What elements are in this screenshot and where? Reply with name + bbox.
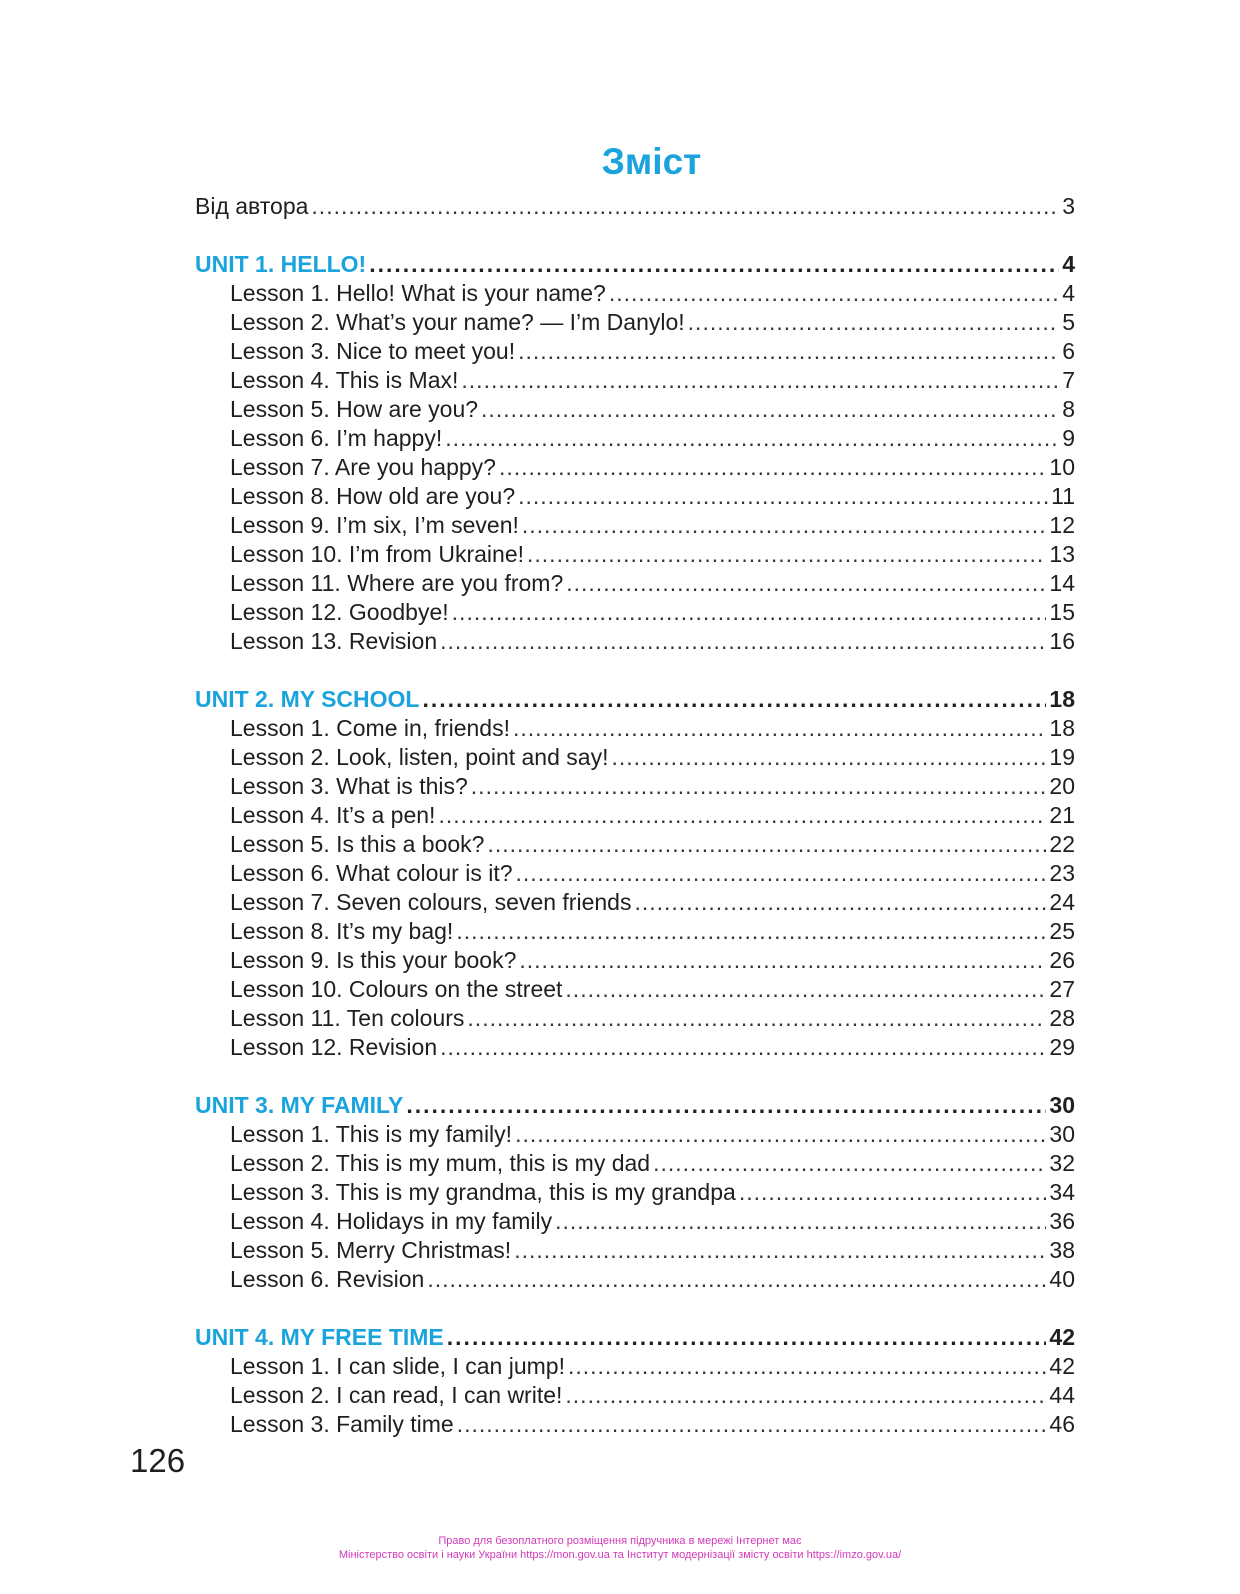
page-number: 126 xyxy=(130,1442,186,1479)
toc-entry-label: Lesson 1. Come in, friends! xyxy=(230,715,510,741)
toc-lesson-row[interactable] xyxy=(195,424,1075,453)
footer-line: Право для безоплатного розміщення підручника в мережі Інтернет має xyxy=(438,1535,802,1547)
toc-lesson-row[interactable] xyxy=(195,482,1075,511)
toc-page-number: 10 xyxy=(1049,454,1075,480)
toc-entry-label: Lesson 2. This is my mum, this is my dad xyxy=(230,1150,651,1176)
toc-entry-label: Lesson 3. This is my grandma, this is my grandpa xyxy=(230,1179,736,1205)
toc-entry-label: Lesson 6. What colour is it? xyxy=(230,860,513,886)
dot-leader xyxy=(471,772,1047,801)
toc-entry-label: Lesson 11. Ten colours xyxy=(230,1005,465,1031)
dot-leader xyxy=(311,192,1059,221)
toc-lesson-row[interactable] xyxy=(195,337,1075,366)
toc-page-number: 4 xyxy=(1062,251,1075,277)
toc-lesson-row[interactable] xyxy=(195,511,1075,540)
toc-page-number: 34 xyxy=(1049,1179,1075,1205)
dot-leader xyxy=(499,453,1046,482)
toc-entry-label: Lesson 5. Is this a book? xyxy=(230,831,485,857)
dot-leader xyxy=(452,598,1047,627)
toc-page-number: 20 xyxy=(1049,773,1075,799)
toc-lesson-row[interactable] xyxy=(195,366,1075,395)
toc-entry-label: Lesson 9. I’m six, I’m seven! xyxy=(230,512,519,538)
toc-entry-label: Lesson 5. How are you? xyxy=(230,396,479,422)
toc-page-number: 42 xyxy=(1049,1353,1075,1379)
dot-leader xyxy=(467,1004,1046,1033)
dot-leader xyxy=(688,308,1060,337)
toc-page-number: 42 xyxy=(1049,1324,1075,1350)
toc-entry-label: Lesson 2. Look, listen, point and say! xyxy=(230,744,609,770)
toc-page-number: 12 xyxy=(1049,512,1075,538)
toc-unit-heading[interactable] xyxy=(195,1323,1075,1352)
toc-page-number: 4 xyxy=(1062,280,1075,306)
toc-entry-label: Lesson 3. Nice to meet you! xyxy=(230,338,516,364)
toc-entry-label: Від автора xyxy=(195,193,309,219)
toc-page-number: 5 xyxy=(1062,309,1075,335)
toc-lesson-row[interactable] xyxy=(195,1381,1075,1410)
toc-entry-label: Lesson 3. Family time xyxy=(230,1411,454,1437)
toc-lesson-row[interactable] xyxy=(195,395,1075,424)
toc-entry-label: Lesson 11. Where are you from? xyxy=(230,570,564,596)
toc-entry-label: Lesson 9. Is this your book? xyxy=(230,947,517,973)
toc-page-number: 32 xyxy=(1049,1150,1075,1176)
toc-lesson-row[interactable] xyxy=(195,917,1075,946)
toc-page-number: 26 xyxy=(1049,947,1075,973)
toc-page-number: 8 xyxy=(1062,396,1075,422)
toc-entry-label: Lesson 1. I can slide, I can jump! xyxy=(230,1353,565,1379)
toc-page-number: 13 xyxy=(1049,541,1075,567)
toc-lesson-row[interactable] xyxy=(195,279,1075,308)
toc-lesson-row[interactable] xyxy=(195,453,1075,482)
toc-lesson-row[interactable] xyxy=(195,569,1075,598)
dot-leader xyxy=(427,1265,1046,1294)
toc-page-number: 14 xyxy=(1049,570,1075,596)
toc-lesson-row[interactable] xyxy=(195,1178,1075,1207)
toc-entry-label: Lesson 1. This is my family! xyxy=(230,1121,513,1147)
toc-page-number: 25 xyxy=(1049,918,1075,944)
toc-page-number: 30 xyxy=(1049,1121,1075,1147)
dot-leader xyxy=(457,1410,1047,1439)
toc-lesson-row[interactable] xyxy=(195,1149,1075,1178)
toc-page-number: 19 xyxy=(1049,744,1075,770)
toc-lesson-row[interactable] xyxy=(195,1352,1075,1381)
dot-leader xyxy=(406,1091,1046,1120)
dot-leader xyxy=(456,917,1046,946)
toc-lesson-row[interactable] xyxy=(195,1120,1075,1149)
toc-entry-label: Lesson 2. I can read, I can write! xyxy=(230,1382,563,1408)
toc-lesson-row[interactable] xyxy=(195,1236,1075,1265)
toc-lesson-row[interactable] xyxy=(195,772,1075,801)
toc-lesson-row[interactable] xyxy=(195,859,1075,888)
dot-leader xyxy=(461,366,1059,395)
dot-leader xyxy=(440,627,1046,656)
toc-page-number: 16 xyxy=(1049,628,1075,654)
toc-entry-label: Lesson 4. It’s a pen! xyxy=(230,802,436,828)
toc-lesson-row[interactable] xyxy=(195,1004,1075,1033)
toc-lesson-row[interactable] xyxy=(195,1207,1075,1236)
toc-page-number: 11 xyxy=(1051,483,1075,509)
toc-entry-label: Lesson 1. Hello! What is your name? xyxy=(230,280,606,306)
toc-page-number: 22 xyxy=(1049,831,1075,857)
toc-page-number: 29 xyxy=(1049,1034,1075,1060)
dot-leader xyxy=(440,1033,1046,1062)
toc-lesson-row[interactable] xyxy=(195,1410,1075,1439)
toc-lesson-row[interactable] xyxy=(195,540,1075,569)
toc-lesson-row[interactable] xyxy=(195,830,1075,859)
dot-leader xyxy=(515,1120,1046,1149)
dot-leader xyxy=(514,1236,1046,1265)
dot-leader xyxy=(609,279,1059,308)
dot-leader xyxy=(518,337,1059,366)
dot-leader xyxy=(518,482,1048,511)
toc-entry-label: Lesson 8. It’s my bag! xyxy=(230,918,454,944)
toc-lesson-row[interactable] xyxy=(195,801,1075,830)
toc-lesson-row[interactable] xyxy=(195,888,1075,917)
dot-leader xyxy=(566,569,1046,598)
dot-leader xyxy=(438,801,1046,830)
dot-leader xyxy=(565,975,1046,1004)
toc-page-number: 21 xyxy=(1049,802,1075,828)
dot-leader xyxy=(516,859,1047,888)
dot-leader xyxy=(423,685,1047,714)
dot-leader xyxy=(634,888,1046,917)
toc-page-number: 7 xyxy=(1062,367,1075,393)
toc-lesson-row[interactable] xyxy=(195,714,1075,743)
toc-lesson-row[interactable] xyxy=(195,308,1075,337)
toc-page-number: 27 xyxy=(1049,976,1075,1002)
toc-page-number: 3 xyxy=(1062,193,1075,219)
toc-page-number: 44 xyxy=(1049,1382,1075,1408)
toc-entry-label: Lesson 6. I’m happy! xyxy=(230,425,443,451)
toc-lesson-row[interactable] xyxy=(195,1265,1075,1294)
dot-leader xyxy=(369,250,1059,279)
toc-entry-label: Lesson 8. How old are you? xyxy=(230,483,516,509)
toc-lesson-row[interactable] xyxy=(195,946,1075,975)
toc-lesson-row[interactable] xyxy=(195,743,1075,772)
dot-leader xyxy=(513,714,1046,743)
toc-page-number: 6 xyxy=(1062,338,1075,364)
toc-page-number: 36 xyxy=(1049,1208,1075,1234)
toc-page-number: 30 xyxy=(1049,1092,1075,1118)
toc-entry-label: Lesson 13. Revision xyxy=(230,628,438,654)
toc-page-number: 15 xyxy=(1049,599,1075,625)
toc-page-number: 18 xyxy=(1049,715,1075,741)
toc-intro-row[interactable] xyxy=(195,192,1075,221)
toc-lesson-row[interactable] xyxy=(195,975,1075,1004)
dot-leader xyxy=(447,1323,1047,1352)
toc-entry-label: Lesson 4. Holidays in my family xyxy=(230,1208,553,1234)
toc-page-number: 18 xyxy=(1049,686,1075,712)
toc-entry-label: UNIT 3. MY FAMILY xyxy=(195,1092,404,1118)
toc-entry-label: Lesson 10. Colours on the street xyxy=(230,976,563,1002)
toc-page-number: 28 xyxy=(1049,1005,1075,1031)
dot-leader xyxy=(487,830,1046,859)
toc-page-number: 23 xyxy=(1049,860,1075,886)
dot-leader xyxy=(522,511,1047,540)
toc-unit-heading[interactable] xyxy=(195,685,1075,714)
toc-entry-label: Lesson 12. Revision xyxy=(230,1034,438,1060)
dot-leader xyxy=(481,395,1059,424)
toc-entry-label: Lesson 6. Revision xyxy=(230,1266,425,1292)
toc-lesson-row[interactable] xyxy=(195,1033,1075,1062)
toc-unit-heading[interactable] xyxy=(195,1091,1075,1120)
dot-leader xyxy=(445,424,1059,453)
dot-leader xyxy=(527,540,1046,569)
toc-entry-label: Lesson 10. I’m from Ukraine! xyxy=(230,541,525,567)
dot-leader xyxy=(739,1178,1047,1207)
dot-leader xyxy=(555,1207,1046,1236)
footer-notice xyxy=(0,1534,1240,1562)
toc-unit-heading[interactable] xyxy=(195,250,1075,279)
dot-leader xyxy=(519,946,1046,975)
toc-page-number: 9 xyxy=(1062,425,1075,451)
toc-entry-label: UNIT 2. MY SCHOOL xyxy=(195,686,420,712)
toc-page-number: 40 xyxy=(1049,1266,1075,1292)
dot-leader xyxy=(653,1149,1046,1178)
toc-page-number: 24 xyxy=(1049,889,1075,915)
toc-entry-label: Lesson 3. What is this? xyxy=(230,773,468,799)
toc-entry-label: Lesson 4. This is Max! xyxy=(230,367,459,393)
footer-line: Міністерство освіти і науки України https://mon.gov.ua та Інститут модернізації змісту освіти https://imzo.gov.ua/ xyxy=(338,1549,902,1561)
toc-entry-label: Lesson 2. What’s your name? — I’m Danylo! xyxy=(230,309,685,335)
toc-entry-label: UNIT 1. HELLO! xyxy=(195,251,367,277)
toc-page-number: 46 xyxy=(1049,1411,1075,1437)
toc-entry-label: Lesson 7. Are you happy? xyxy=(230,454,496,480)
dot-leader xyxy=(565,1381,1046,1410)
dot-leader xyxy=(568,1352,1046,1381)
toc-entry-label: UNIT 4. MY FREE TIME xyxy=(195,1324,444,1350)
dot-leader xyxy=(611,743,1046,772)
toc-entry-label: Lesson 7. Seven colours, seven friends xyxy=(230,889,632,915)
toc-lesson-row[interactable] xyxy=(195,598,1075,627)
toc-entry-label: Lesson 5. Merry Christmas! xyxy=(230,1237,512,1263)
page-title: Зміст xyxy=(601,141,702,182)
table-of-contents xyxy=(195,192,1075,1439)
toc-page-number: 38 xyxy=(1049,1237,1075,1263)
toc-lesson-row[interactable] xyxy=(195,627,1075,656)
toc-entry-label: Lesson 12. Goodbye! xyxy=(230,599,449,625)
